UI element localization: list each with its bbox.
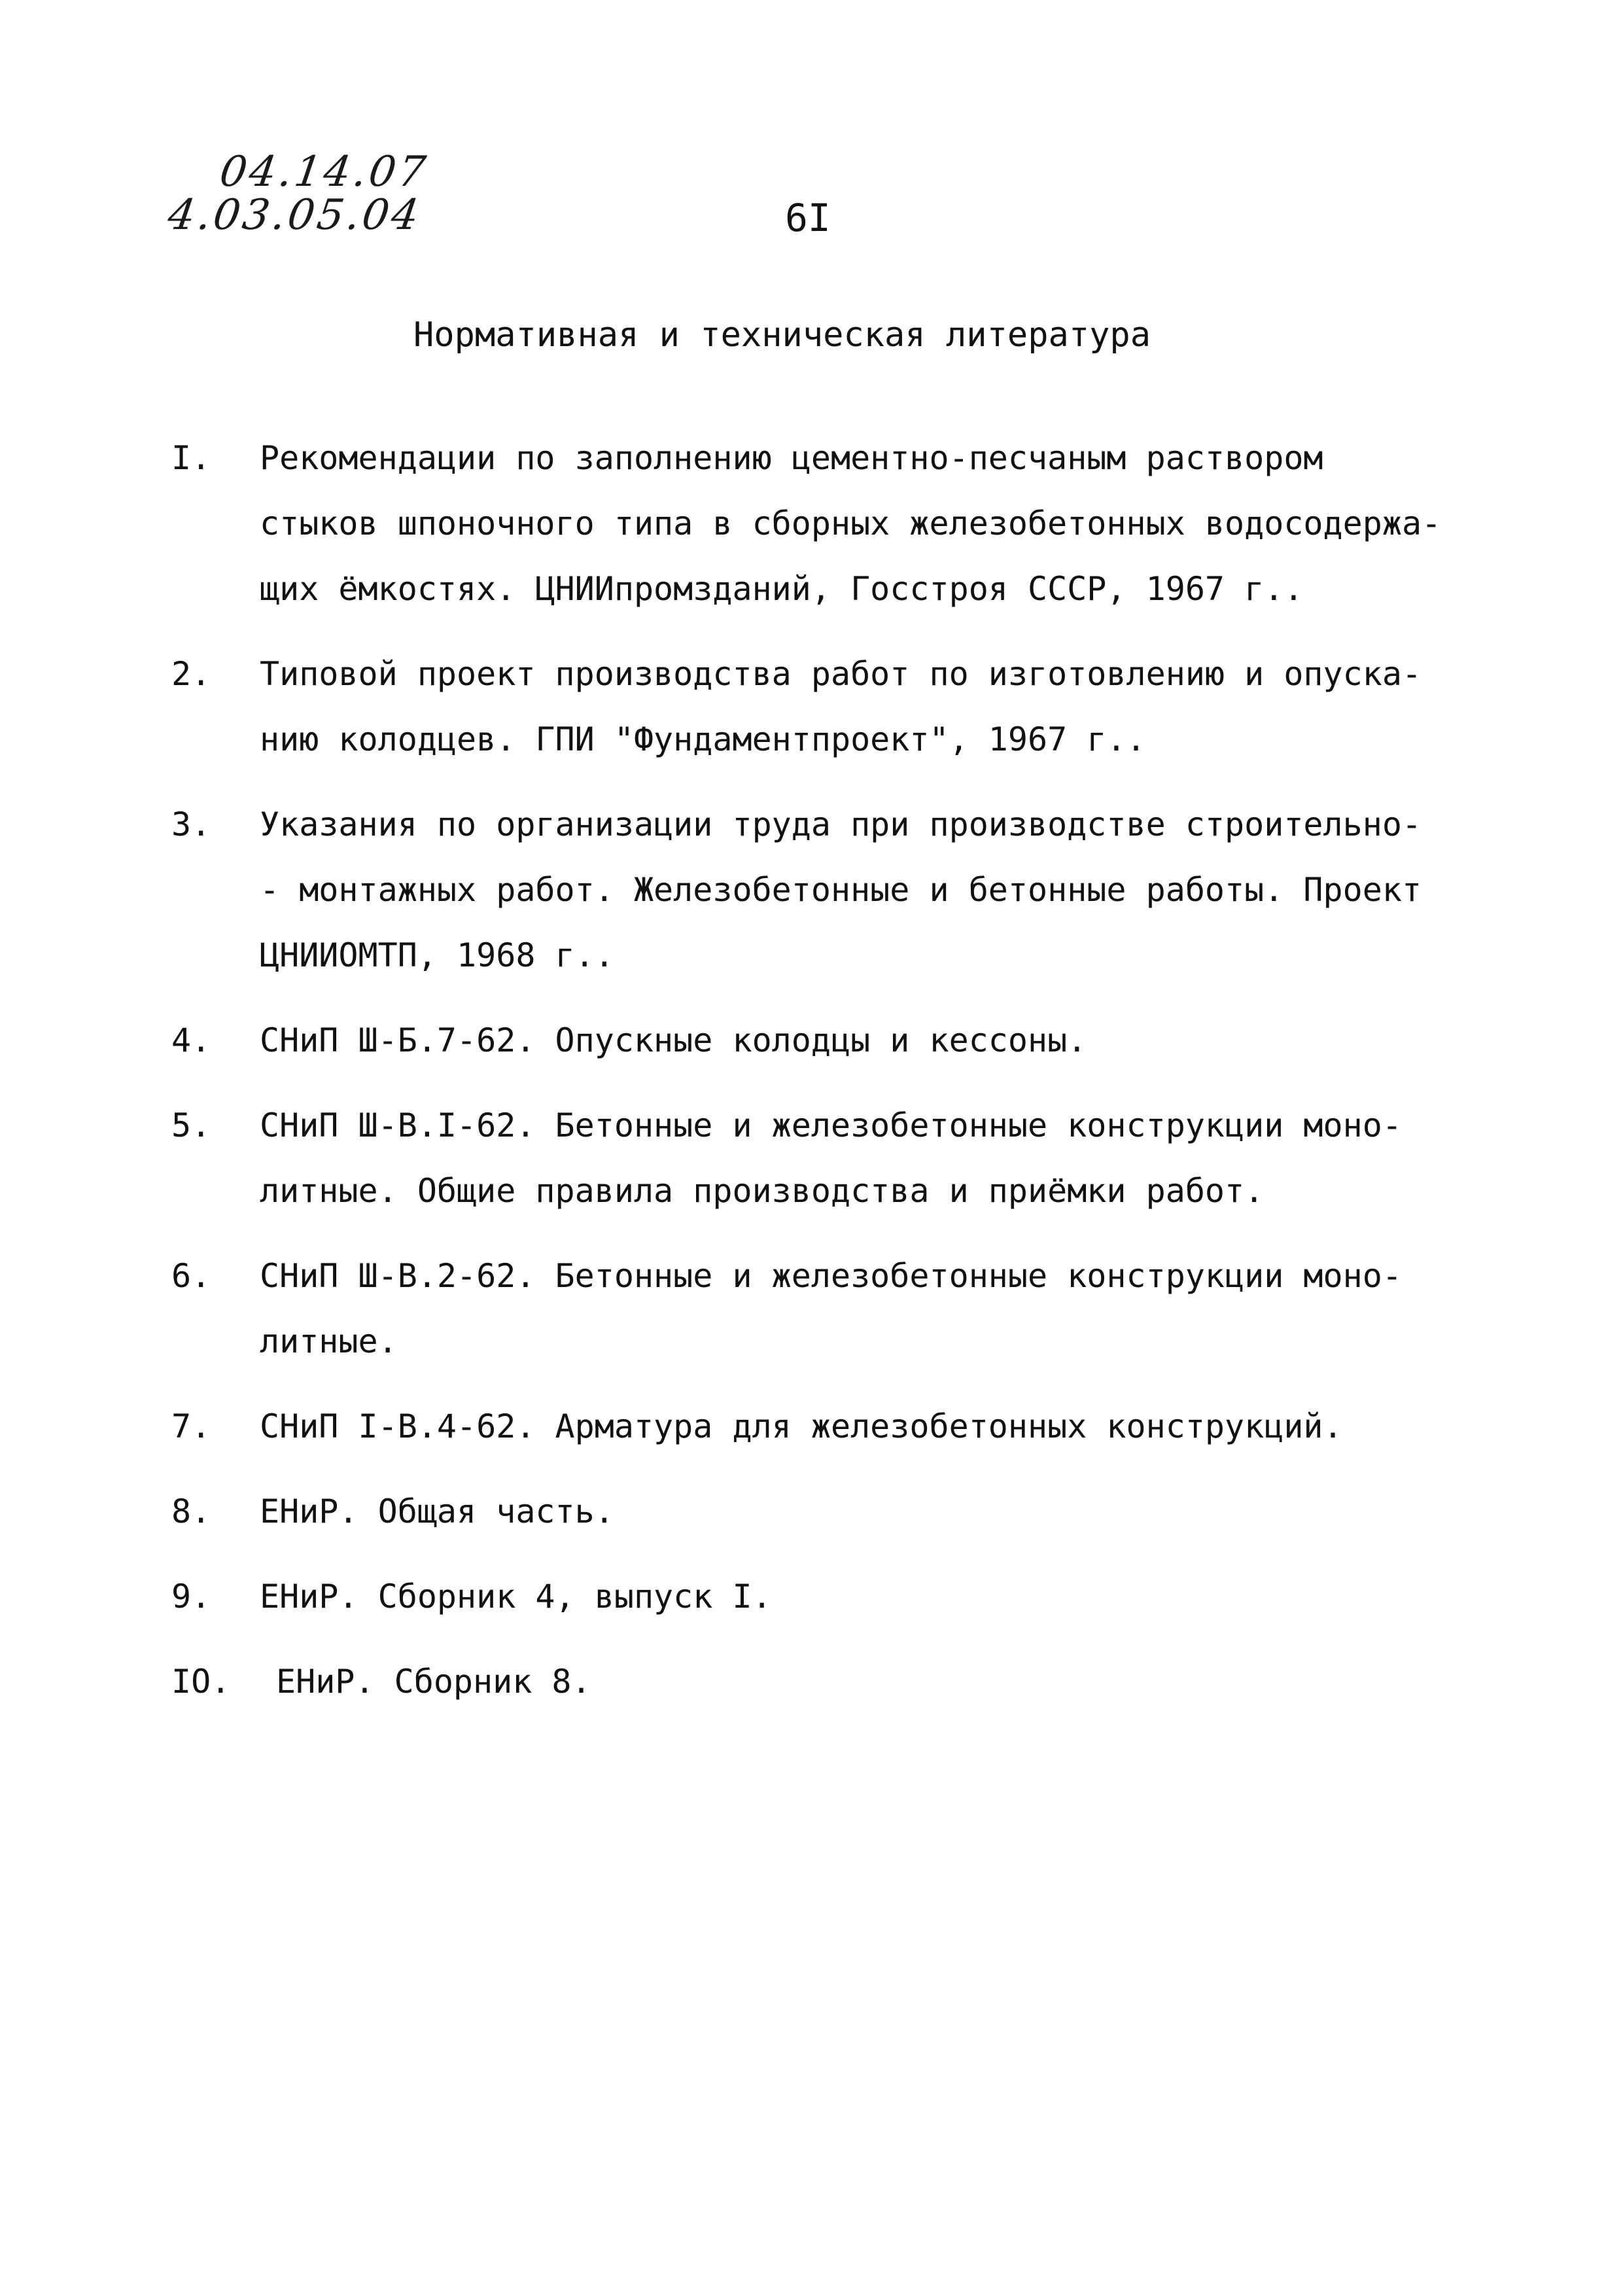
- reference-text: СНиП Ш-В.I-62. Бетонные и железобетонные конструкции моно- литные. Общие правила производства и приёмки работ.: [260, 1106, 1402, 1210]
- reference-item: [171, 1394, 1480, 1459]
- reference-item: [171, 1008, 1480, 1073]
- reference-item: [171, 1243, 1480, 1374]
- handwritten-code-line: 04.14.07: [217, 148, 431, 196]
- reference-text: Рекомендации по заполнению цементно-песчаным раствором стыков шпоночного типа в сборных железобетонных водосодержа- щих ёмкостях. ЦНИИпромзданий, Госстроя СССР, 1967 г..: [260, 439, 1442, 608]
- reference-text: СНиП Ш-Б.7-62. Опускные колодцы и кессоны.: [260, 1021, 1087, 1059]
- page-number: 6I: [785, 196, 831, 240]
- reference-item: [171, 425, 1480, 622]
- reference-item: [171, 792, 1480, 988]
- reference-item: [171, 1479, 1480, 1544]
- reference-text: СНиП Ш-В.2-62. Бетонные и железобетонные конструкции моно- литные.: [260, 1257, 1402, 1360]
- reference-number: 5.: [171, 1106, 211, 1144]
- reference-item: [171, 1093, 1480, 1224]
- handwritten-code-line: 4.03.05.04: [165, 191, 425, 239]
- handwritten-code-annotation: [166, 150, 431, 237]
- reference-text: Типовой проект производства работ по изготовлению и опуска- нию колодцев. ГПИ "Фундаментпроект", 1967 г..: [260, 655, 1422, 758]
- reference-text: ЕНиР. Общая часть.: [260, 1492, 614, 1530]
- reference-number: 4.: [171, 1021, 211, 1059]
- reference-number: I.: [171, 439, 211, 477]
- reference-number: 2.: [171, 655, 211, 693]
- reference-item: [171, 1649, 1480, 1714]
- reference-number: IO.: [171, 1663, 231, 1701]
- reference-text: ЕНиР. Сборник 4, выпуск I.: [260, 1578, 772, 1616]
- reference-item: [171, 641, 1480, 772]
- reference-number: 7.: [171, 1407, 211, 1445]
- reference-number: 3.: [171, 805, 211, 843]
- reference-item: [171, 1564, 1480, 1629]
- reference-text: Указания по организации труда при производстве строительно- - монтажных работ. Железобетонные и бетонные работы. Проект ЦНИИОМТП, 1968 г..: [260, 805, 1422, 974]
- reference-text: СНиП I-В.4-62. Арматура для железобетонных конструкций.: [260, 1407, 1343, 1445]
- reference-list: [171, 425, 1480, 1734]
- reference-number: 8.: [171, 1492, 211, 1530]
- reference-text: ЕНиР. Сборник 8.: [276, 1663, 591, 1701]
- document-title: Нормативная и техническая литература: [413, 315, 1151, 355]
- reference-number: 9.: [171, 1578, 211, 1616]
- reference-number: 6.: [171, 1257, 211, 1295]
